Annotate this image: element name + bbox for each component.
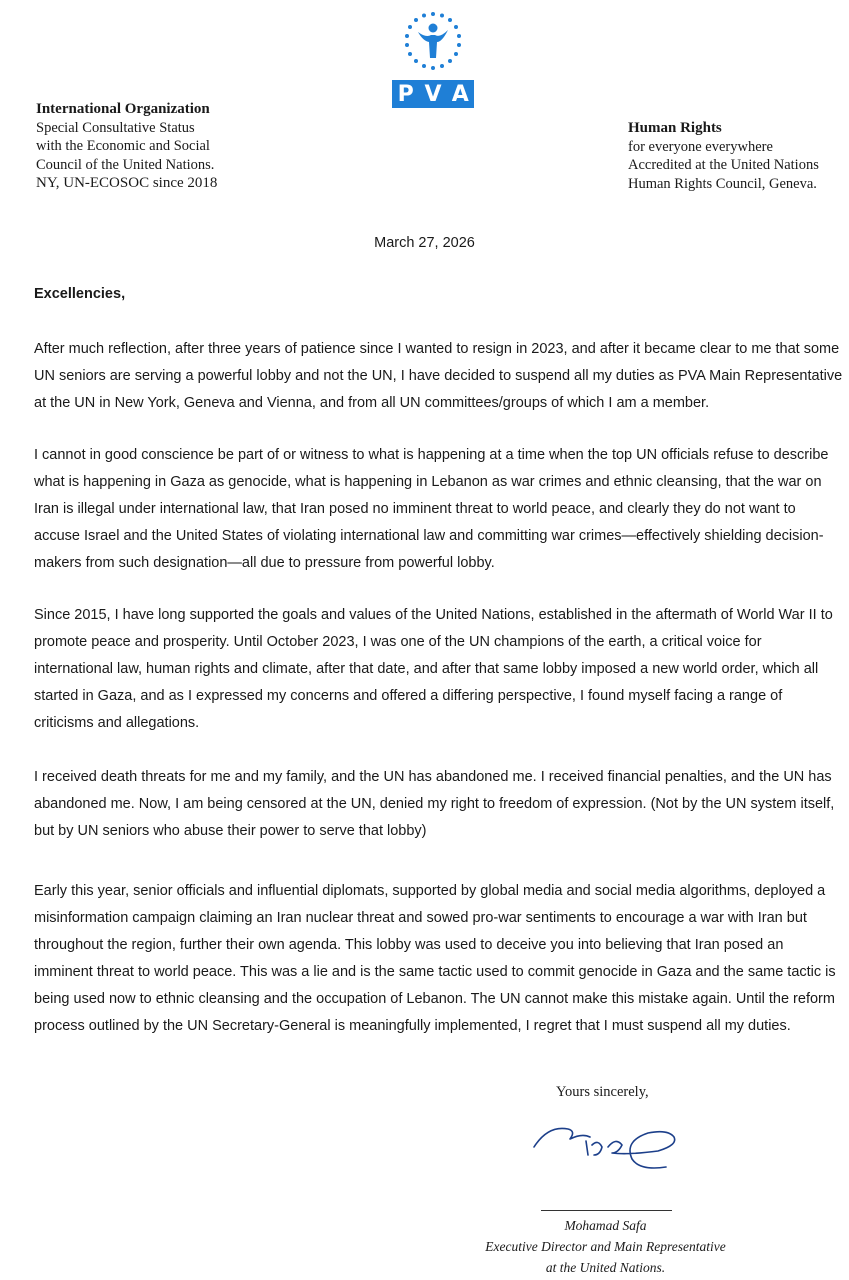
status-line: NY, UN-ECOSOC since 2018	[36, 175, 218, 191]
header-left	[36, 100, 217, 193]
motto-title: Human Rights	[628, 120, 722, 136]
signatory-block	[400, 1215, 811, 1278]
pva-logo	[392, 8, 474, 107]
signature-line	[541, 1210, 672, 1211]
handwritten-signature	[528, 1115, 688, 1177]
figure-wreath-icon	[392, 8, 474, 80]
salutation: Excellencies,	[34, 286, 126, 302]
body-paragraph: Since 2015, I have long supported the goals and values of the United Nations, established in the aftermath of World War II to promote peace and prosperity. Until October 2023, I was one of the UN champions of the earth, a critical voice for international law, human rights and climate, after that date, and after that same lobby imposed a new world order, which all started in Gaza, and as I expressed my concerns and offered a differing perspective, I found myself facing a range of criticisms and allegations.	[34, 607, 833, 731]
signatory-name: Mohamad Safa	[564, 1218, 647, 1233]
body-paragraph: After much reflection, after three years of patience since I wanted to resign in 2023, and after it became clear to me that some UN seniors are serving a powerful lobby and not the UN, I have decided to suspend all my duties as PVA Main Representative at the UN in New York, Geneva and Vienna, and from all UN committees/groups of which I am a member.	[34, 341, 843, 411]
header-right	[628, 119, 819, 193]
body-paragraph: Early this year, senior officials and influential diplomats, supported by global media and social media algorithms, deployed a misinformation campaign claiming an Iran nuclear threat and sowed pro-war sentiments to encourage a war with Iran but throughout the region, further their own agenda. This lobby was used to deceive you into believing that Iran posed an imminent threat to world peace. This was a lie and is the same tactic used to commit genocide in Gaza and the same tactic is being used now to ethnic cleansing and the occupation of Lebanon. The UN cannot make this mistake again. Until the reform process outlined by the UN Secretary-General is meaningfully implemented, I regret that I must suspend all my duties.	[34, 883, 836, 1034]
status-line: Council of the United Nations.	[36, 156, 215, 173]
status-line: with the Economic and Social	[36, 138, 210, 154]
org-type: International Organization	[36, 101, 210, 117]
accreditation-line: Human Rights Council, Geneva.	[628, 175, 817, 192]
signatory-title-line2: at the United Nations.	[545, 1260, 666, 1275]
motto-line: for everyone everywhere	[628, 138, 773, 155]
letter-date: March 27, 2026	[374, 235, 475, 251]
body-paragraph: I received death threats for me and my family, and the UN has abandoned me. I received financial penalties, and the UN has abandoned me. Now, I am being censored at the UN, denied my right to freedom of expression. (Not by the UN system itself, but by UN seniors who abuse their power to serve that lobby)	[34, 769, 835, 839]
closing: Yours sincerely,	[556, 1084, 649, 1100]
body-paragraph: I cannot in good conscience be part of or witness to what is happening at a time when the top UN officials refuse to describe what is happening in Gaza as genocide, what is happening in Lebanon as war crimes and ethnic cleansing, that the war on Iran is illegal under international law, that Iran posed no imminent threat to world peace, and clearly they do not want to accuse Israel and the United States of violating international law and committing war crimes—effectively shielding decision-makers from such designation—all due to pressure from powerful lobby.	[34, 447, 829, 571]
accreditation-line: Accredited at the United Nations	[628, 157, 819, 173]
signatory-title: Executive Director and Main Representative	[485, 1239, 726, 1254]
pva-wordmark: P V A	[392, 80, 474, 108]
status-line: Special Consultative Status	[36, 119, 195, 136]
